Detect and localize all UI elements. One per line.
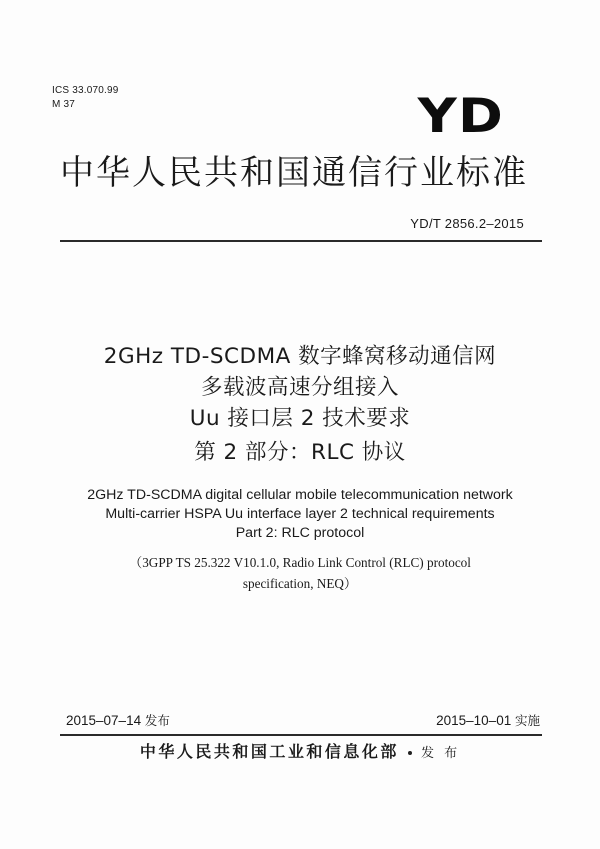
- implement-date-block: [436, 711, 540, 729]
- chinese-title-line-4: 第 2 部分：RLC 协议: [194, 440, 406, 465]
- english-title-line-3: Part 2: RLC protocol: [235, 525, 365, 541]
- top-divider: [60, 240, 542, 242]
- implement-label: 实施: [514, 713, 540, 728]
- publish-date: 2015–07–14: [66, 713, 142, 728]
- issue-verb: 发 布: [421, 746, 461, 761]
- issuer-line: [0, 739, 600, 762]
- english-title-line-1: 2GHz TD-SCDMA digital cellular mobile telecommunication network: [87, 487, 513, 503]
- standard-number: YD/T 2856.2–2015: [410, 216, 524, 231]
- reference-line-1: （3GPP TS 25.322 V10.1.0, Radio Link Control (RLC) protocol: [129, 555, 471, 570]
- chinese-title-line-1: 2GHz TD-SCDMA 数字蜂窝移动通信网: [103, 344, 497, 369]
- english-title-line-2: Multi-carrier HSPA Uu interface layer 2 technical requirements: [105, 506, 495, 522]
- yd-logo: YD: [417, 88, 504, 144]
- ccs-code: M 37: [52, 99, 76, 110]
- chinese-title-line-2: 多载波高速分组接入: [200, 375, 399, 400]
- bottom-divider: [60, 734, 542, 736]
- standard-category-title: 中华人民共和国通信行业标准: [60, 153, 528, 193]
- separator-dot: [408, 751, 412, 755]
- publish-label: 发布: [144, 713, 170, 728]
- issuing-organization: 中华人民共和国工业和信息化部: [139, 742, 399, 761]
- reference-line-2: specification, NEQ）: [242, 576, 358, 591]
- publish-date-block: [66, 711, 170, 729]
- ics-code: ICS 33.070.99: [52, 85, 119, 96]
- implement-date: 2015–10–01: [436, 713, 512, 728]
- chinese-title-line-3: Uu 接口层 2 技术要求: [189, 406, 411, 431]
